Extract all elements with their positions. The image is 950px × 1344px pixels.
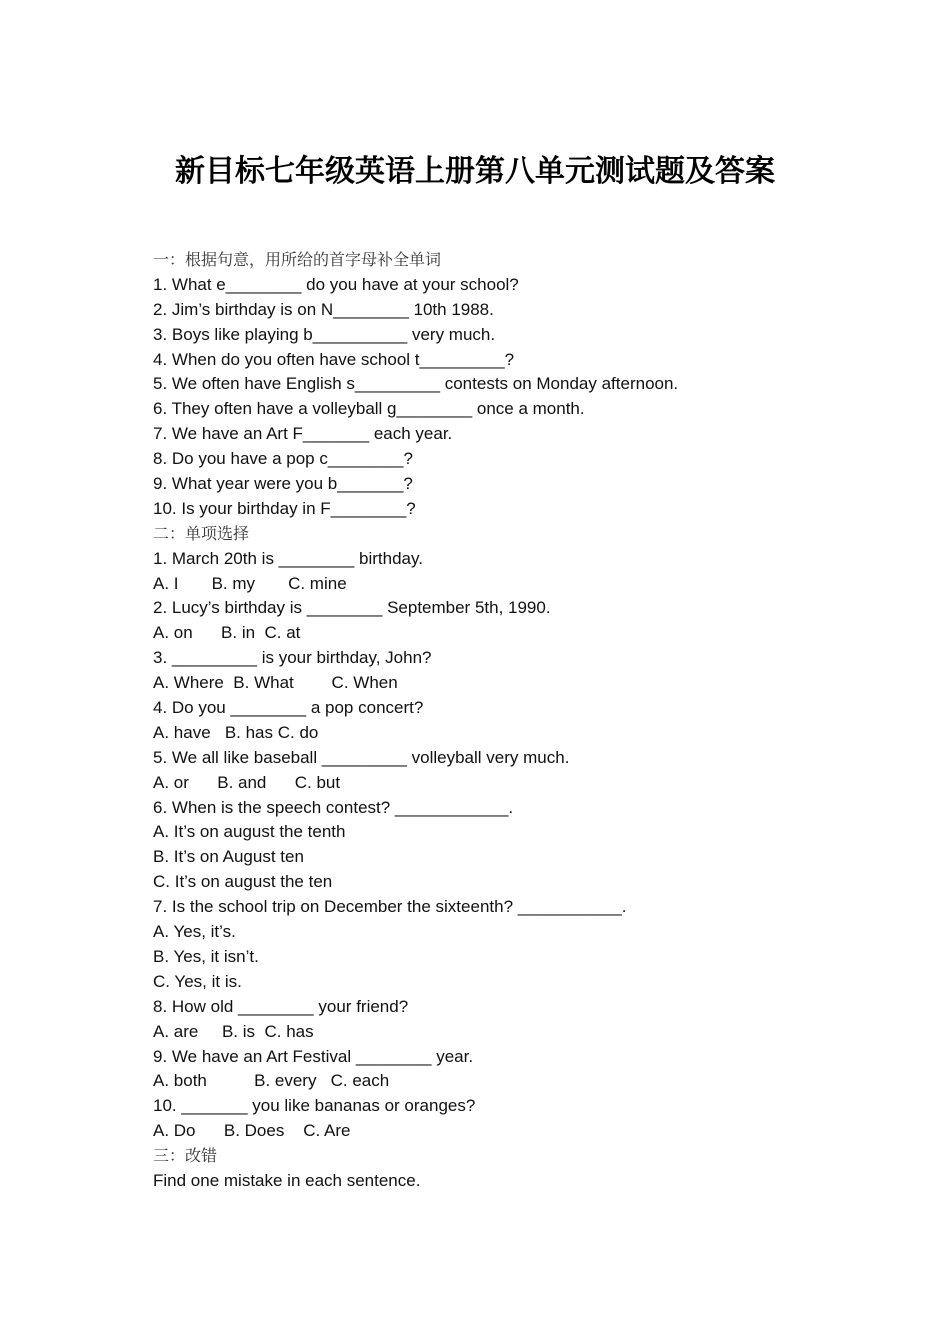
document-title: 新目标七年级英语上册第八单元测试题及答案 [175, 154, 775, 189]
text-line: A. It’s on august the tenth [153, 822, 346, 842]
text-line: 8. Do you have a pop c________? [153, 449, 413, 469]
text-line: 10. Is your birthday in F________? [153, 498, 416, 518]
text-line: 9. We have an Art Festival ________ year. [153, 1046, 474, 1066]
text-line: 1. March 20th is ________ birthday. [153, 548, 423, 568]
text-line: A. on B. in C. at [153, 623, 301, 643]
text-line: 3. _________ is your birthday, John? [153, 648, 432, 668]
section-heading: 一：根据句意，用所给的首字母补全单词 [153, 250, 442, 269]
text-line: B. It’s on August ten [153, 847, 304, 867]
text-line: 5. We all like baseball _________ volleyball very much. [153, 747, 570, 767]
text-line: 7. We have an Art F_______ each year. [153, 424, 453, 444]
text-line: C. It’s on august the ten [153, 872, 333, 892]
text-line: A. or B. and C. but [153, 772, 341, 792]
text-line: C. Yes, it is. [153, 971, 242, 991]
document-body [153, 248, 913, 1194]
text-line: A. I B. my C. mine [153, 573, 347, 593]
text-line: A. Do B. Does C. Are [153, 1121, 351, 1141]
section-heading: 二：单项选择 [153, 523, 250, 543]
text-line: A. Where B. What C. When [153, 673, 398, 693]
text-line: A. both B. every C. each [153, 1071, 390, 1091]
text-line: 6. They often have a volleyball g________ once a month. [153, 399, 585, 419]
text-line: A. Yes, it’s. [153, 922, 236, 942]
text-line: A. have B. has C. do [153, 722, 319, 742]
text-line: 2. Lucy’s birthday is ________ September 5th, 1990. [153, 598, 551, 618]
text-line: 6. When is the speech contest? ____________. [153, 797, 514, 817]
text-line: 8. How old ________ your friend? [153, 996, 409, 1016]
text-line: 4. When do you often have school t_________? [153, 349, 515, 369]
text-line: 3. Boys like playing b__________ very much. [153, 324, 496, 344]
text-line: 2. Jim’s birthday is on N________ 10th 1988. [153, 299, 494, 319]
text-line: 7. Is the school trip on December the sixteenth? ___________. [153, 897, 627, 917]
text-line: 9. What year were you b_______? [153, 474, 413, 494]
text-line: 4. Do you ________ a pop concert? [153, 698, 424, 718]
text-line: 10. _______ you like bananas or oranges? [153, 1096, 476, 1116]
text-line: 5. We often have English s_________ contests on Monday afternoon. [153, 374, 679, 394]
section-heading: 三：改错 [153, 1146, 218, 1166]
text-line: B. Yes, it isn’t. [153, 946, 259, 966]
text-line: 1. What e________ do you have at your school? [153, 274, 519, 294]
text-line: A. are B. is C. has [153, 1021, 314, 1041]
text-line: Find one mistake in each sentence. [153, 1170, 421, 1190]
